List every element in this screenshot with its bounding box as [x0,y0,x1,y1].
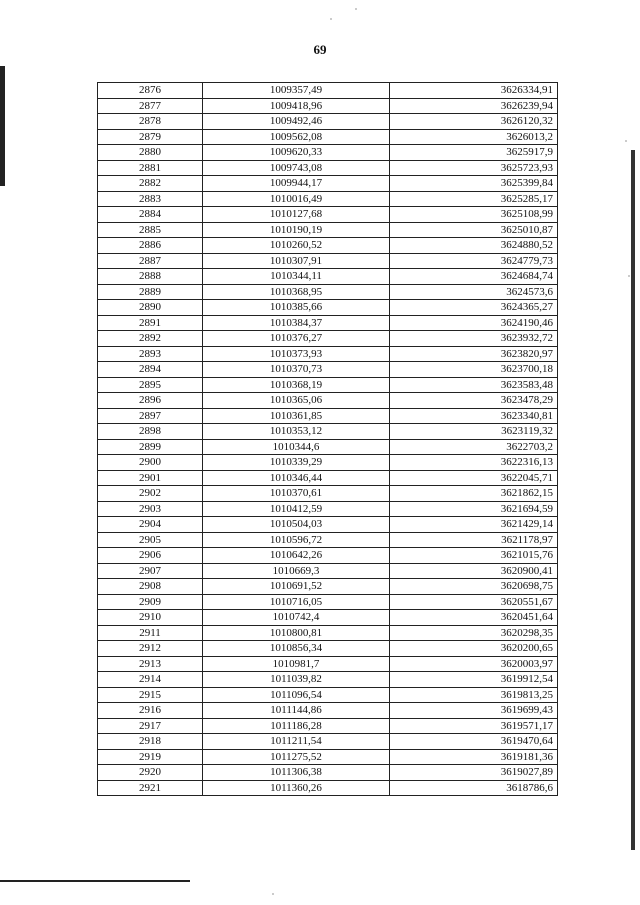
table-row [98,129,558,145]
table-row [98,780,558,796]
x-coordinate-cell: 1011096,54 [203,687,390,703]
point-number-cell: 2921 [98,780,203,796]
point-number-cell: 2913 [98,656,203,672]
y-coordinate-cell: 3623119,32 [390,424,558,440]
y-coordinate-cell: 3624880,52 [390,238,558,254]
x-coordinate-cell: 1010016,49 [203,191,390,207]
page-number: 69 [313,42,327,57]
y-coordinate-cell: 3626239,94 [390,98,558,114]
point-number-cell: 2918 [98,734,203,750]
x-coordinate-cell: 1009418,96 [203,98,390,114]
table-row [98,687,558,703]
x-coordinate-cell: 1010370,73 [203,362,390,378]
y-coordinate-cell: 3619027,89 [390,765,558,781]
y-coordinate-cell: 3621178,97 [390,532,558,548]
point-number-cell: 2883 [98,191,203,207]
y-coordinate-cell: 3625285,17 [390,191,558,207]
point-number-cell: 2897 [98,408,203,424]
point-number-cell: 2877 [98,98,203,114]
point-number-cell: 2901 [98,470,203,486]
y-coordinate-cell: 3625723,93 [390,160,558,176]
table-row [98,114,558,130]
y-coordinate-cell: 3625010,87 [390,222,558,238]
x-coordinate-cell: 1010504,03 [203,517,390,533]
x-coordinate-cell: 1010691,52 [203,579,390,595]
point-number-cell: 2910 [98,610,203,626]
table-row [98,83,558,99]
x-coordinate-cell: 1010346,44 [203,470,390,486]
point-number-cell: 2904 [98,517,203,533]
table-row [98,393,558,409]
y-coordinate-cell: 3619813,25 [390,687,558,703]
table-row [98,377,558,393]
table-row [98,718,558,734]
point-number-cell: 2909 [98,594,203,610]
table-row [98,672,558,688]
x-coordinate-cell: 1010190,19 [203,222,390,238]
point-number-cell: 2917 [98,718,203,734]
y-coordinate-cell: 3621429,14 [390,517,558,533]
point-number-cell: 2887 [98,253,203,269]
y-coordinate-cell: 3625108,99 [390,207,558,223]
y-coordinate-cell: 3620003,97 [390,656,558,672]
scan-speck [272,893,274,895]
x-coordinate-cell: 1011211,54 [203,734,390,750]
table-row [98,346,558,362]
point-number-cell: 2884 [98,207,203,223]
point-number-cell: 2889 [98,284,203,300]
point-number-cell: 2882 [98,176,203,192]
x-coordinate-cell: 1010385,66 [203,300,390,316]
x-coordinate-cell: 1010384,37 [203,315,390,331]
point-number-cell: 2905 [98,532,203,548]
x-coordinate-cell: 1009357,49 [203,83,390,99]
point-number-cell: 2903 [98,501,203,517]
y-coordinate-cell: 3619181,36 [390,749,558,765]
y-coordinate-cell: 3623478,29 [390,393,558,409]
x-coordinate-cell: 1010365,06 [203,393,390,409]
point-number-cell: 2886 [98,238,203,254]
coordinates-table [97,82,558,796]
y-coordinate-cell: 3621694,59 [390,501,558,517]
point-number-cell: 2911 [98,625,203,641]
table-row [98,734,558,750]
y-coordinate-cell: 3624684,74 [390,269,558,285]
x-coordinate-cell: 1010344,6 [203,439,390,455]
table-row [98,238,558,254]
point-number-cell: 2907 [98,563,203,579]
table-row [98,160,558,176]
x-coordinate-cell: 1011306,38 [203,765,390,781]
y-coordinate-cell: 3623932,72 [390,331,558,347]
y-coordinate-cell: 3619571,17 [390,718,558,734]
table-row [98,563,558,579]
y-coordinate-cell: 3623820,97 [390,346,558,362]
x-coordinate-cell: 1009620,33 [203,145,390,161]
x-coordinate-cell: 1010596,72 [203,532,390,548]
x-coordinate-cell: 1010373,93 [203,346,390,362]
y-coordinate-cell: 3624365,27 [390,300,558,316]
table-row [98,315,558,331]
table-row [98,641,558,657]
point-number-cell: 2908 [98,579,203,595]
y-coordinate-cell: 3620200,65 [390,641,558,657]
x-coordinate-cell: 1010368,19 [203,377,390,393]
table-row [98,408,558,424]
y-coordinate-cell: 3625399,84 [390,176,558,192]
table-row [98,517,558,533]
point-number-cell: 2899 [98,439,203,455]
x-coordinate-cell: 1010376,27 [203,331,390,347]
point-number-cell: 2914 [98,672,203,688]
y-coordinate-cell: 3625917,9 [390,145,558,161]
table-row [98,269,558,285]
x-coordinate-cell: 1010344,11 [203,269,390,285]
table-row [98,703,558,719]
y-coordinate-cell: 3623340,81 [390,408,558,424]
y-coordinate-cell: 3622045,71 [390,470,558,486]
point-number-cell: 2916 [98,703,203,719]
x-coordinate-cell: 1010307,91 [203,253,390,269]
point-number-cell: 2896 [98,393,203,409]
y-coordinate-cell: 3624573,6 [390,284,558,300]
table-row [98,656,558,672]
coordinates-table-body [98,83,558,796]
x-coordinate-cell: 1010361,85 [203,408,390,424]
point-number-cell: 2888 [98,269,203,285]
y-coordinate-cell: 3620551,67 [390,594,558,610]
table-row [98,610,558,626]
point-number-cell: 2892 [98,331,203,347]
table-row [98,455,558,471]
table-row [98,331,558,347]
scan-margin-mark-left [0,66,5,186]
x-coordinate-cell: 1010742,4 [203,610,390,626]
table-row [98,594,558,610]
x-coordinate-cell: 1010260,52 [203,238,390,254]
x-coordinate-cell: 1011275,52 [203,749,390,765]
y-coordinate-cell: 3620698,75 [390,579,558,595]
x-coordinate-cell: 1010856,34 [203,641,390,657]
point-number-cell: 2906 [98,548,203,564]
table-row [98,548,558,564]
x-coordinate-cell: 1009743,08 [203,160,390,176]
x-coordinate-cell: 1010353,12 [203,424,390,440]
table-row [98,284,558,300]
y-coordinate-cell: 3626013,2 [390,129,558,145]
x-coordinate-cell: 1009562,08 [203,129,390,145]
y-coordinate-cell: 3626334,91 [390,83,558,99]
y-coordinate-cell: 3623700,18 [390,362,558,378]
scan-speck [628,275,630,277]
table-row [98,191,558,207]
x-coordinate-cell: 1011039,82 [203,672,390,688]
x-coordinate-cell: 1009944,17 [203,176,390,192]
table-row [98,439,558,455]
point-number-cell: 2902 [98,486,203,502]
table-row [98,486,558,502]
table-row [98,362,558,378]
x-coordinate-cell: 1010370,61 [203,486,390,502]
table-row [98,98,558,114]
x-coordinate-cell: 1009492,46 [203,114,390,130]
point-number-cell: 2879 [98,129,203,145]
y-coordinate-cell: 3620298,35 [390,625,558,641]
scan-speck [330,18,332,20]
x-coordinate-cell: 1010412,59 [203,501,390,517]
x-coordinate-cell: 1010800,81 [203,625,390,641]
table-row [98,424,558,440]
point-number-cell: 2890 [98,300,203,316]
point-number-cell: 2898 [98,424,203,440]
point-number-cell: 2919 [98,749,203,765]
y-coordinate-cell: 3621862,15 [390,486,558,502]
y-coordinate-cell: 3624779,73 [390,253,558,269]
y-coordinate-cell: 3620451,64 [390,610,558,626]
y-coordinate-cell: 3619699,43 [390,703,558,719]
table-row [98,207,558,223]
x-coordinate-cell: 1010368,95 [203,284,390,300]
x-coordinate-cell: 1011144,86 [203,703,390,719]
table-row [98,300,558,316]
point-number-cell: 2878 [98,114,203,130]
point-number-cell: 2915 [98,687,203,703]
y-coordinate-cell: 3626120,32 [390,114,558,130]
point-number-cell: 2891 [98,315,203,331]
table-row [98,222,558,238]
point-number-cell: 2885 [98,222,203,238]
scan-speck [625,140,627,142]
table-row [98,501,558,517]
x-coordinate-cell: 1010981,7 [203,656,390,672]
x-coordinate-cell: 1010716,05 [203,594,390,610]
point-number-cell: 2895 [98,377,203,393]
table-row [98,176,558,192]
table-row [98,765,558,781]
point-number-cell: 2912 [98,641,203,657]
point-number-cell: 2881 [98,160,203,176]
scan-speck [355,8,357,10]
y-coordinate-cell: 3619470,64 [390,734,558,750]
x-coordinate-cell: 1011360,26 [203,780,390,796]
table-row [98,253,558,269]
y-coordinate-cell: 3622703,2 [390,439,558,455]
table-row [98,532,558,548]
y-coordinate-cell: 3621015,76 [390,548,558,564]
point-number-cell: 2893 [98,346,203,362]
scan-margin-mark-right [631,150,635,850]
point-number-cell: 2880 [98,145,203,161]
footer-rule [0,880,190,882]
y-coordinate-cell: 3622316,13 [390,455,558,471]
x-coordinate-cell: 1010127,68 [203,207,390,223]
y-coordinate-cell: 3619912,54 [390,672,558,688]
y-coordinate-cell: 3624190,46 [390,315,558,331]
x-coordinate-cell: 1011186,28 [203,718,390,734]
x-coordinate-cell: 1010642,26 [203,548,390,564]
table-row [98,470,558,486]
x-coordinate-cell: 1010669,3 [203,563,390,579]
table-row [98,749,558,765]
x-coordinate-cell: 1010339,29 [203,455,390,471]
y-coordinate-cell: 3623583,48 [390,377,558,393]
point-number-cell: 2894 [98,362,203,378]
point-number-cell: 2876 [98,83,203,99]
table-row [98,145,558,161]
y-coordinate-cell: 3620900,41 [390,563,558,579]
point-number-cell: 2900 [98,455,203,471]
point-number-cell: 2920 [98,765,203,781]
table-row [98,625,558,641]
y-coordinate-cell: 3618786,6 [390,780,558,796]
table-row [98,579,558,595]
